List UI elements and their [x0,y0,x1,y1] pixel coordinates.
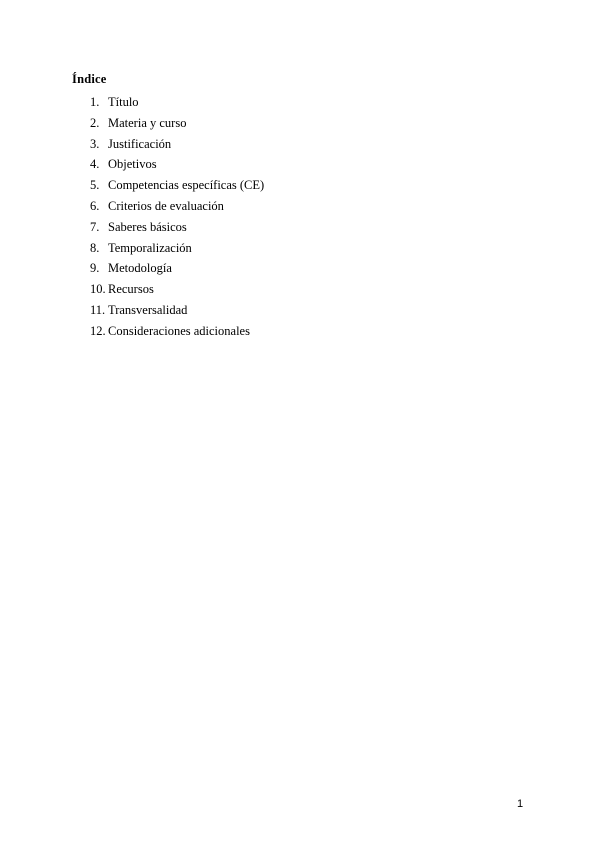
toc-item-11 [90,302,264,323]
toc-item-number: 4. [90,157,100,172]
toc-item-9 [90,260,264,281]
toc-item-label: Materia y curso [108,115,187,130]
toc-item-6 [90,198,264,219]
toc-item-label: Transversalidad [108,302,188,317]
toc-item-number: 12. [90,323,106,338]
toc-item-number: 5. [90,178,100,193]
toc-item-label: Justificación [108,136,172,151]
toc-item-number: 8. [90,240,100,255]
toc-item-label: Temporalización [108,240,192,255]
toc-item-2 [90,115,264,136]
toc-item-number: 1. [90,95,100,109]
page-number: 1 [517,798,524,810]
toc-item-number: 7. [90,219,100,234]
toc-item-label: Competencias específicas (CE) [108,178,265,193]
toc-item-5 [90,177,264,198]
toc-item-label: Consideraciones adicionales [108,323,250,338]
toc-item-label: Objetivos [108,157,157,172]
toc-item-number: 11. [90,302,106,317]
toc-item-3 [90,136,264,157]
toc-item-number: 10. [90,282,106,297]
toc-item-10 [90,281,264,302]
toc-item-label: Recursos [108,282,154,297]
toc-item-12 [90,323,264,344]
toc-item-label: Criterios de evaluación [108,198,224,213]
toc-list [90,94,264,344]
toc-item-label: Saberes básicos [108,219,187,234]
toc-item-4 [90,156,264,177]
toc-item-7 [90,219,264,240]
toc-item-number: 2. [90,115,100,130]
toc-item-8 [90,240,264,261]
toc-item-number: 9. [90,261,100,276]
toc-item-label: Metodología [108,261,172,276]
toc-item-1 [90,94,264,115]
toc-item-label: Título [108,95,139,109]
toc-item-number: 3. [90,136,100,151]
toc-heading: Índice [72,72,107,86]
toc-item-number: 6. [90,198,100,213]
